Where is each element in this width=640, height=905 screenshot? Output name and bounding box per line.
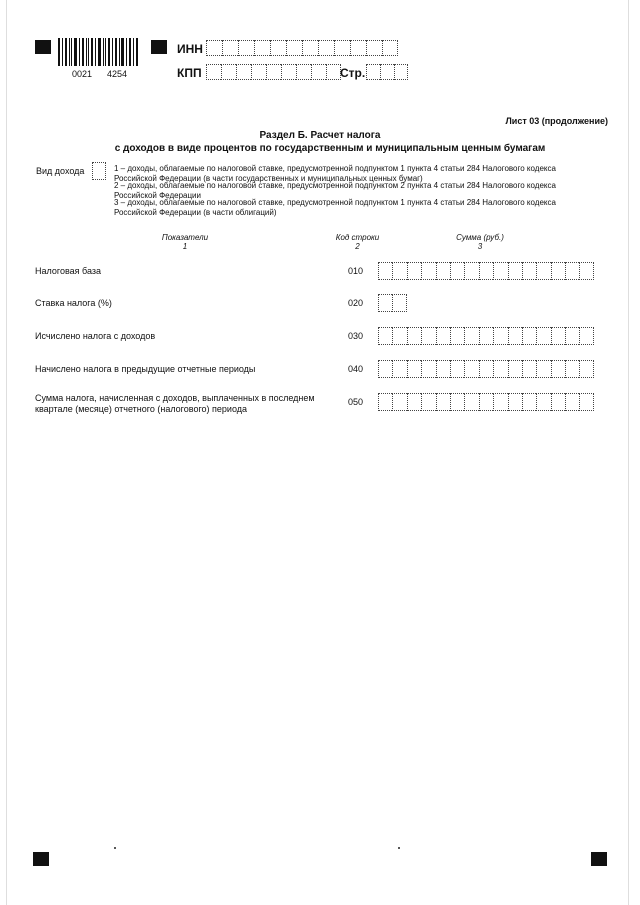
corner-marker-bottom-left — [33, 852, 49, 866]
column-header-indicators: Показатели — [161, 233, 209, 242]
income-type-option-2: 2 – доходы, облагаемые по налоговой ставке, предусмотренной подпунктом 2 пункта 4 статьи 284 Налогового кодекса Российской Федерации — [114, 181, 556, 200]
barcode-number-right: 4254 — [107, 69, 128, 79]
row-code-050: 050 — [348, 397, 364, 407]
kpp-label: КПП — [177, 66, 202, 80]
barcode-number-left: 0021 — [72, 69, 93, 79]
inn-field[interactable] — [206, 40, 398, 56]
row-label-030: Исчислено налога с доходов — [35, 331, 156, 341]
income-type-option-1: 1 – доходы, облагаемые по налоговой ставке, предусмотренной подпунктом 1 пункта 4 статьи 284 Налогового кодекса Российской Федерации (в части государственных и муниципальных ценных бумаг) — [114, 164, 556, 183]
page-number-label: Стр. — [340, 66, 366, 80]
row-field-050[interactable] — [378, 393, 594, 411]
income-type-option-3: 3 – доходы, облагаемые по налоговой ставке, предусмотренной подпунктом 1 пункта 4 статьи 284 Налогового кодекса Российской Федерации (в части облигаций) — [114, 198, 556, 217]
row-label-040: Начислено налога в предыдущие отчетные периоды — [35, 364, 256, 374]
scan-dot-right — [398, 847, 400, 849]
kpp-field[interactable] — [206, 64, 341, 80]
row-field-040[interactable] — [378, 360, 594, 378]
section-title-line1: Раздел Б. Расчет налога — [259, 130, 381, 141]
corner-marker-bottom-right — [591, 852, 607, 866]
page-number-field[interactable] — [366, 64, 408, 80]
row-label-050: Сумма налога, начисленная с доходов, выплаченных в последнем квартале (месяце) отчетного (налогового) периода — [35, 393, 315, 414]
row-label-020: Ставка налога (%) — [35, 298, 112, 308]
section-title-line2: с доходов в виде процентов по государственным и муниципальным ценным бумагам — [114, 143, 546, 154]
scan-dot-left — [114, 847, 116, 849]
corner-marker-top-right — [151, 40, 167, 54]
row-field-010[interactable] — [378, 262, 594, 280]
income-type-field[interactable] — [92, 162, 106, 180]
sheet-label: Лист 03 (продолжение) — [505, 116, 608, 126]
column-header-sum-num: 3 — [477, 242, 483, 251]
row-code-040: 040 — [348, 364, 364, 374]
inn-label: ИНН — [177, 42, 203, 56]
row-label-010: Налоговая база — [35, 266, 101, 276]
row-code-030: 030 — [348, 331, 364, 341]
column-header-code-num: 2 — [355, 242, 360, 251]
corner-marker-top-left — [35, 40, 51, 54]
column-header-code: Код строки — [335, 233, 380, 242]
row-code-010: 010 — [348, 266, 364, 276]
column-header-sum: Сумма (руб.) — [456, 233, 504, 242]
barcode-image — [58, 38, 138, 66]
column-header-indicators-num: 1 — [182, 242, 188, 251]
row-code-020: 020 — [348, 298, 364, 308]
row-field-030[interactable] — [378, 327, 594, 345]
income-type-label: Вид дохода — [36, 166, 85, 176]
row-field-020[interactable] — [378, 294, 407, 312]
